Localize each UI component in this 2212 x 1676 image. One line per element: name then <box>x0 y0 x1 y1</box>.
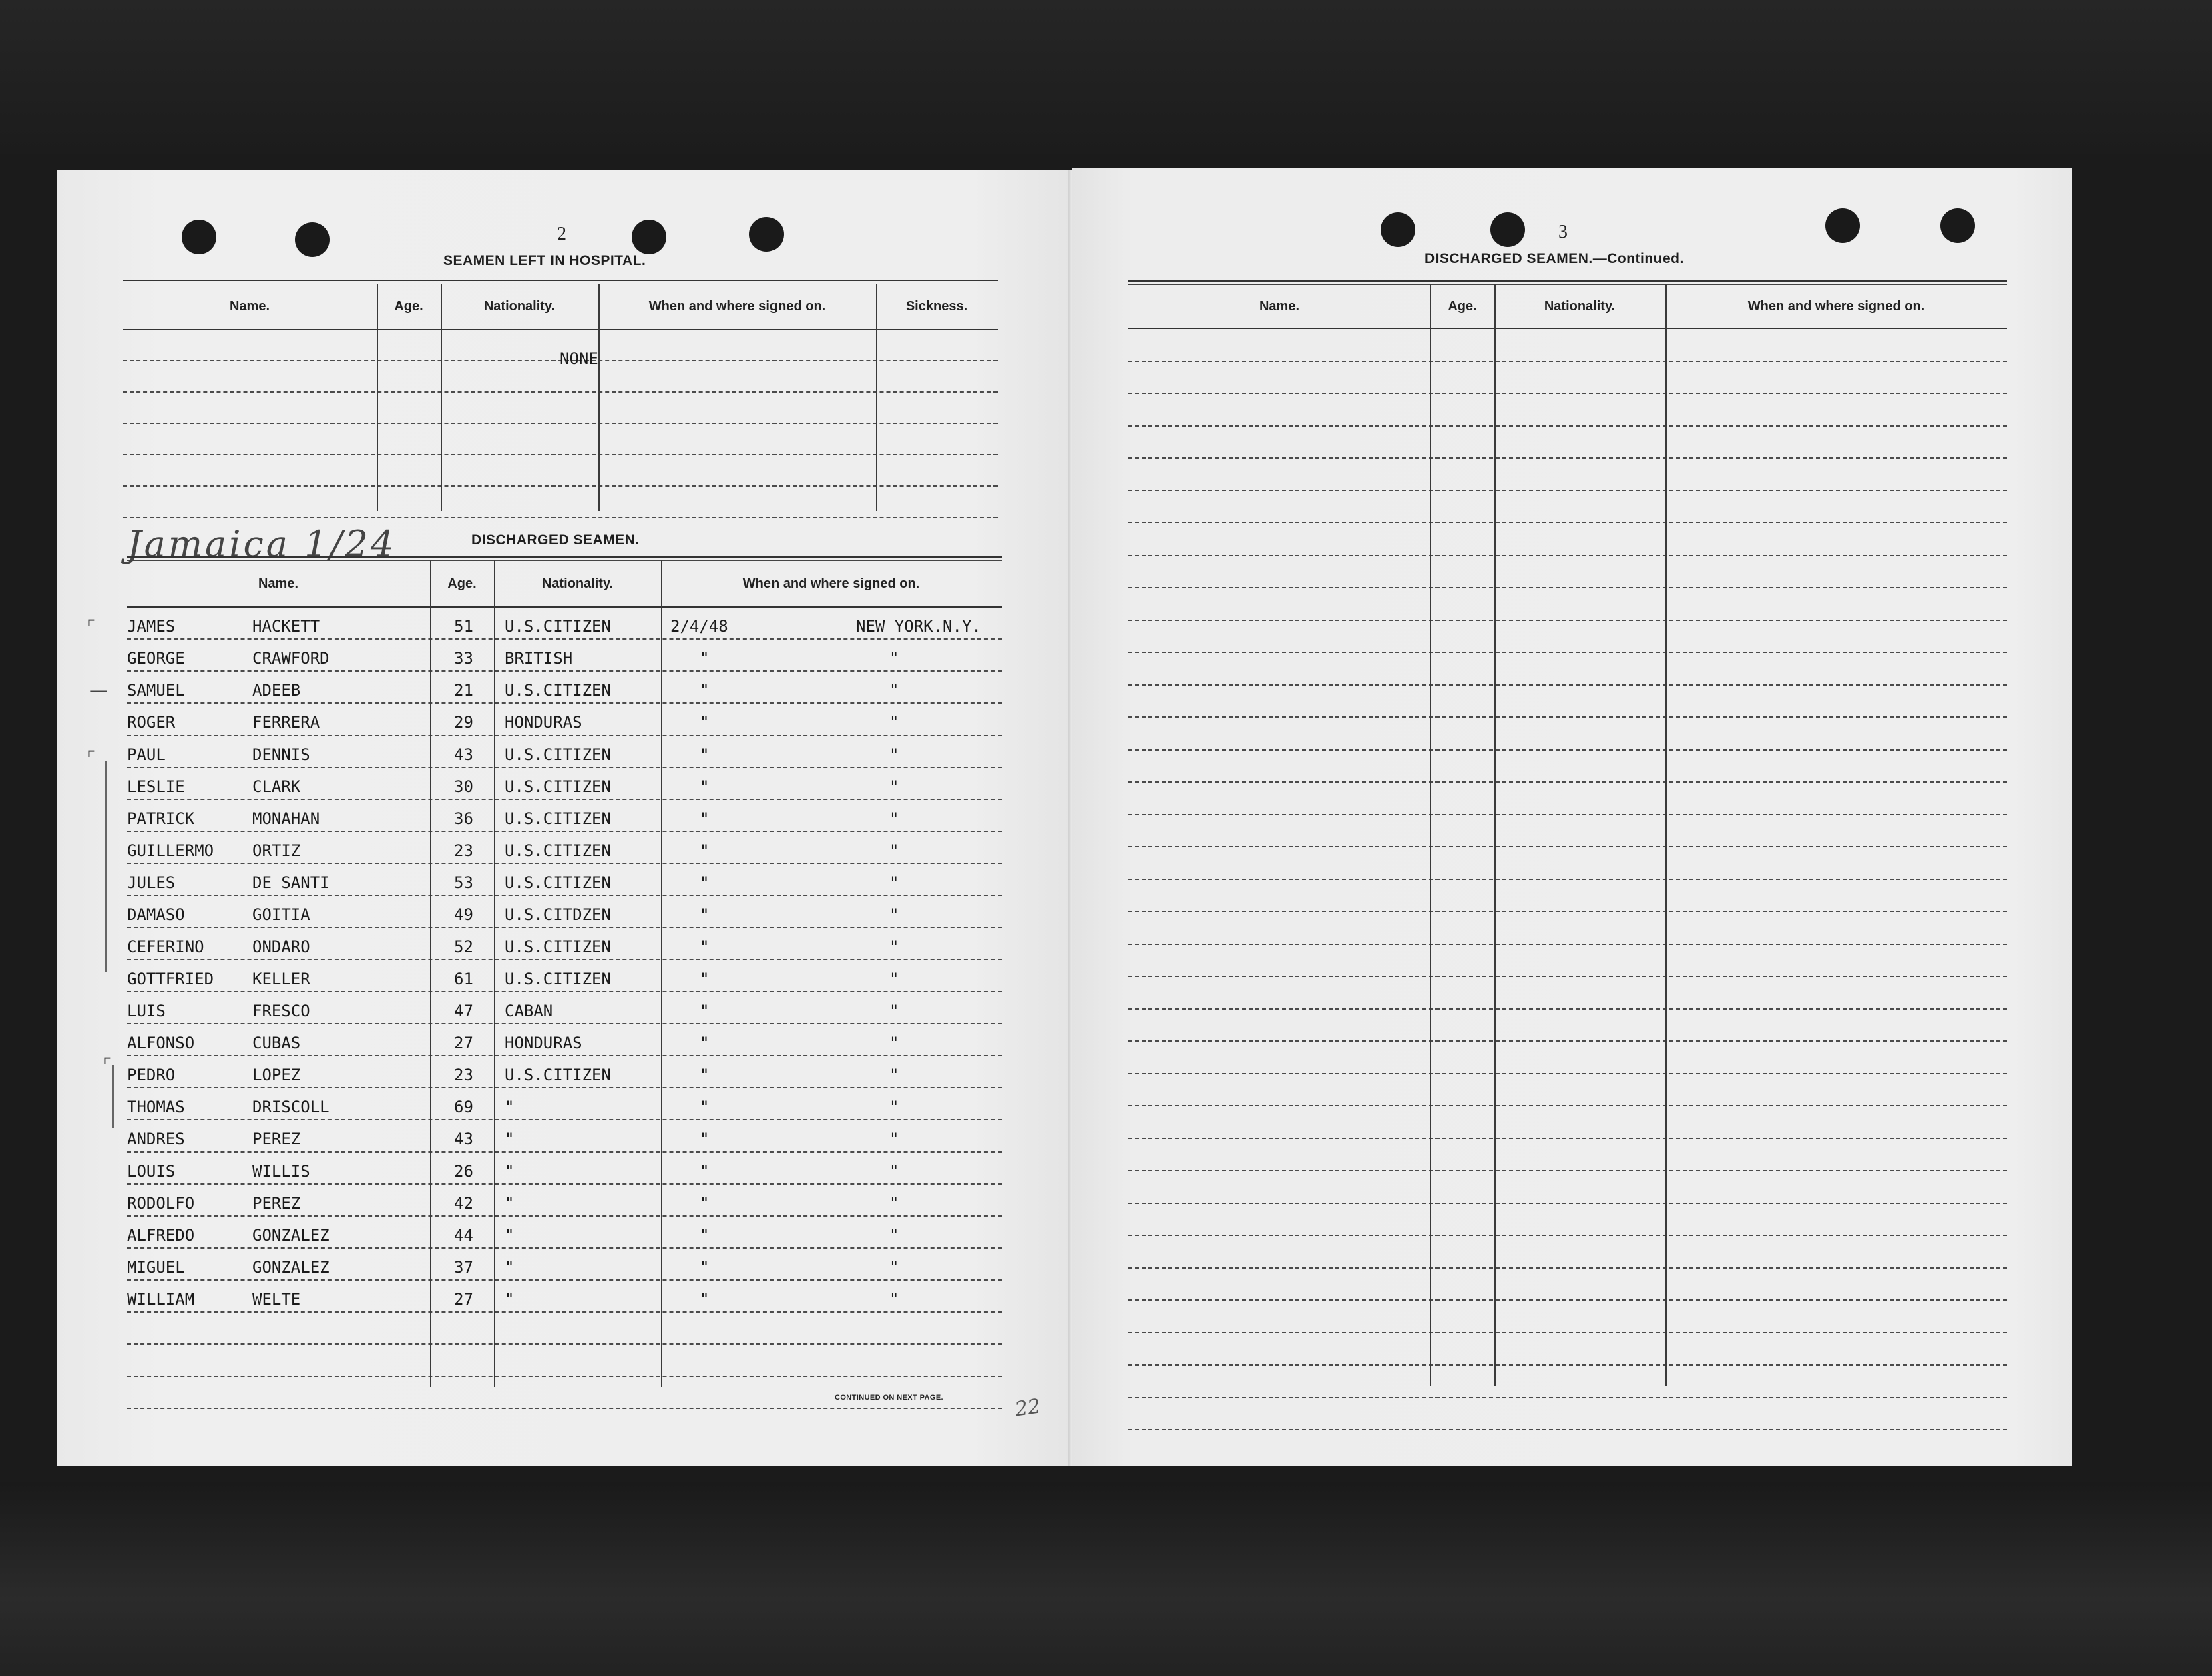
col-header-signed-on: When and where signed on. <box>1747 298 1925 314</box>
seaman-first-name: ALFREDO <box>127 1226 195 1245</box>
signed-on-date: " <box>700 745 710 764</box>
seaman-age: 61 <box>454 970 473 988</box>
seaman-last-name: WILLIS <box>252 1162 310 1181</box>
seaman-age: 53 <box>454 873 473 892</box>
column-divider <box>494 560 495 1387</box>
signed-on-date: " <box>700 841 710 860</box>
seaman-nationality: U.S.CITIZEN <box>505 617 611 636</box>
seaman-last-name: LOPEZ <box>252 1066 301 1084</box>
handwritten-margin-note: Jamaica 1/24 <box>127 523 397 565</box>
discharged-header <box>127 561 1002 608</box>
punch-hole <box>182 220 216 254</box>
seaman-nationality: HONDURAS <box>505 713 582 732</box>
seaman-nationality: " <box>505 1098 515 1116</box>
blank-row <box>127 1377 1002 1409</box>
signed-on-place: " <box>889 1066 899 1084</box>
seaman-age: 44 <box>454 1226 473 1245</box>
blank-row <box>1128 1398 2007 1431</box>
blank-row <box>123 487 998 518</box>
blank-row <box>1128 523 2007 556</box>
punch-hole <box>1381 212 1415 247</box>
col-header-nationality: Nationality. <box>541 576 614 591</box>
right-header <box>1128 285 2007 329</box>
seaman-last-name: ADEEB <box>252 681 301 700</box>
column-divider <box>441 284 442 511</box>
seaman-last-name: GOITIA <box>252 905 310 924</box>
background-bottom <box>0 1482 2212 1676</box>
table-row <box>127 640 1002 672</box>
col-header-name: Name. <box>229 298 270 314</box>
blank-row <box>1128 1204 2007 1237</box>
signed-on-place: " <box>889 777 899 796</box>
signed-on-date: " <box>700 713 710 732</box>
seaman-last-name: GONZALEZ <box>252 1258 330 1277</box>
seaman-age: 36 <box>454 809 473 828</box>
signed-on-date: " <box>700 1002 710 1020</box>
seaman-last-name: PEREZ <box>252 1194 301 1213</box>
blank-row <box>1128 394 2007 427</box>
signed-on-place: " <box>889 809 899 828</box>
seaman-nationality: U.S.CITDZEN <box>505 905 611 924</box>
background-top <box>0 0 2212 154</box>
col-header-signed-on: When and where signed on. <box>648 298 826 314</box>
col-header-name: Name. <box>258 576 299 591</box>
double-rule <box>123 280 998 284</box>
seaman-age: 26 <box>454 1162 473 1181</box>
seaman-last-name: DENNIS <box>252 745 310 764</box>
seaman-first-name: WILLIAM <box>127 1290 195 1309</box>
seaman-nationality: U.S.CITIZEN <box>505 937 611 956</box>
seaman-first-name: DAMASO <box>127 905 185 924</box>
seaman-age: 51 <box>454 617 473 636</box>
signed-on-date: " <box>700 1258 710 1277</box>
column-divider <box>377 284 378 511</box>
blank-row <box>1128 653 2007 686</box>
right-rows <box>1128 329 2007 1430</box>
table-row <box>127 1088 1002 1120</box>
blank-row <box>1128 1074 2007 1107</box>
signed-on-place: " <box>889 1130 899 1148</box>
seaman-first-name: MIGUEL <box>127 1258 185 1277</box>
col-header-nationality: Nationality. <box>483 298 556 314</box>
col-header-sickness: Sickness. <box>905 298 968 314</box>
column-divider <box>1430 284 1431 1386</box>
seaman-age: 37 <box>454 1258 473 1277</box>
signed-on-date: " <box>700 1194 710 1213</box>
seaman-nationality: U.S.CITIZEN <box>505 777 611 796</box>
table-row <box>127 1281 1002 1313</box>
blank-row <box>1128 847 2007 880</box>
table-row <box>127 1120 1002 1153</box>
seaman-first-name: CEFERINO <box>127 937 204 956</box>
right-section-title: DISCHARGED SEAMEN.—Continued. <box>1425 251 1684 266</box>
seaman-last-name: GONZALEZ <box>252 1226 330 1245</box>
discharged-ledger <box>127 556 1002 1409</box>
table-row <box>127 1153 1002 1185</box>
right-ledger <box>1128 280 2007 1430</box>
signed-on-place: " <box>889 1290 899 1309</box>
seaman-first-name: GEORGE <box>127 649 185 668</box>
seaman-last-name: CLARK <box>252 777 301 796</box>
right-page <box>1072 168 2072 1466</box>
pencil-tick-mark: ⌜ <box>87 747 96 769</box>
signed-on-date: " <box>700 809 710 828</box>
seaman-age: 23 <box>454 1066 473 1084</box>
continued-footer: CONTINUED ON NEXT PAGE. <box>835 1394 944 1402</box>
blank-row <box>1128 621 2007 654</box>
blank-row <box>1128 556 2007 589</box>
seaman-nationality: HONDURAS <box>505 1034 582 1052</box>
seaman-last-name: HACKETT <box>252 617 320 636</box>
seaman-first-name: ANDRES <box>127 1130 185 1148</box>
seaman-first-name: PATRICK <box>127 809 195 828</box>
blank-row <box>1128 751 2007 783</box>
table-row <box>127 608 1002 640</box>
seaman-nationality: U.S.CITIZEN <box>505 1066 611 1084</box>
table-row <box>127 736 1002 768</box>
blank-row <box>1128 1171 2007 1204</box>
pencil-page-note: 22 <box>1013 1394 1042 1422</box>
signed-on-date: " <box>700 1130 710 1148</box>
blank-row <box>1128 1042 2007 1074</box>
double-rule <box>1128 280 2007 285</box>
column-divider <box>1665 284 1667 1386</box>
seaman-last-name: DRISCOLL <box>252 1098 330 1116</box>
blank-row <box>1128 362 2007 395</box>
seaman-age: 27 <box>454 1034 473 1052</box>
seaman-first-name: SAMUEL <box>127 681 185 700</box>
punch-hole <box>1940 208 1975 243</box>
signed-on-place: " <box>889 1098 899 1116</box>
signed-on-place: " <box>889 1034 899 1052</box>
signed-on-place: " <box>889 970 899 988</box>
signed-on-date: " <box>700 777 710 796</box>
signed-on-date: " <box>700 905 710 924</box>
seaman-nationality: CABAN <box>505 1002 554 1020</box>
seaman-last-name: FRESCO <box>252 1002 310 1020</box>
table-row <box>127 1024 1002 1056</box>
signed-on-date: " <box>700 681 710 700</box>
hospital-note: NONE <box>560 349 598 368</box>
seaman-first-name: THOMAS <box>127 1098 185 1116</box>
double-rule <box>127 556 1002 561</box>
seaman-first-name: RODOLFO <box>127 1194 195 1213</box>
table-row <box>127 928 1002 960</box>
seaman-nationality: U.S.CITIZEN <box>505 809 611 828</box>
punch-hole <box>1490 212 1525 247</box>
seaman-first-name: ALFONSO <box>127 1034 195 1052</box>
blank-row <box>1128 912 2007 945</box>
table-row <box>127 1056 1002 1088</box>
table-row <box>127 992 1002 1024</box>
seaman-nationality: " <box>505 1226 515 1245</box>
blank-row <box>1128 1236 2007 1269</box>
column-divider <box>1494 284 1496 1386</box>
signed-on-date: " <box>700 1226 710 1245</box>
signed-on-date: " <box>700 1162 710 1181</box>
signed-on-place: " <box>889 873 899 892</box>
seaman-last-name: CRAWFORD <box>252 649 330 668</box>
column-divider <box>876 284 877 511</box>
signed-on-date: " <box>700 1098 710 1116</box>
col-header-age: Age. <box>1448 298 1477 314</box>
blank-row <box>1128 1333 2007 1366</box>
seaman-first-name: LESLIE <box>127 777 185 796</box>
pencil-tick-mark: ⌜ <box>87 616 96 638</box>
blank-row <box>127 1345 1002 1377</box>
blank-row <box>1128 783 2007 815</box>
pencil-bracket <box>105 761 107 972</box>
seaman-nationality: " <box>505 1258 515 1277</box>
seaman-age: 43 <box>454 745 473 764</box>
seaman-age: 47 <box>454 1002 473 1020</box>
seaman-age: 23 <box>454 841 473 860</box>
signed-on-place: " <box>889 905 899 924</box>
seaman-nationality: " <box>505 1290 515 1309</box>
blank-row <box>1128 880 2007 913</box>
column-divider <box>661 560 662 1387</box>
blank-row <box>1128 977 2007 1010</box>
blank-row <box>1128 686 2007 718</box>
seaman-first-name: GUILLERMO <box>127 841 214 860</box>
seaman-nationality: U.S.CITIZEN <box>505 873 611 892</box>
column-divider <box>430 560 431 1387</box>
blank-row <box>1128 1301 2007 1333</box>
punch-hole <box>749 217 784 252</box>
blank-row <box>1128 1106 2007 1139</box>
seaman-first-name: PEDRO <box>127 1066 176 1084</box>
table-row <box>127 704 1002 736</box>
table-row <box>127 864 1002 896</box>
column-divider <box>598 284 600 511</box>
table-row <box>127 768 1002 800</box>
signed-on-place: " <box>889 745 899 764</box>
signed-on-place: " <box>889 681 899 700</box>
signed-on-place: " <box>889 713 899 732</box>
seaman-last-name: WELTE <box>252 1290 301 1309</box>
punch-hole <box>632 220 666 254</box>
blank-row <box>123 424 998 455</box>
col-header-name: Name. <box>1259 298 1300 314</box>
discharged-section-title: DISCHARGED SEAMEN. <box>471 532 640 548</box>
seaman-nationality: " <box>505 1194 515 1213</box>
seaman-first-name: GOTTFRIED <box>127 970 214 988</box>
blank-row <box>1128 1139 2007 1172</box>
blank-row <box>1128 329 2007 362</box>
blank-row <box>1128 427 2007 459</box>
signed-on-place: " <box>889 1194 899 1213</box>
seaman-last-name: KELLER <box>252 970 310 988</box>
table-row <box>127 1249 1002 1281</box>
punch-hole <box>1825 208 1860 243</box>
seaman-age: 27 <box>454 1290 473 1309</box>
seaman-nationality: U.S.CITIZEN <box>505 681 611 700</box>
signed-on-date: " <box>700 649 710 668</box>
blank-row <box>1128 588 2007 621</box>
pencil-tick-mark: ⌜ <box>103 1054 112 1076</box>
seaman-first-name: PAUL <box>127 745 166 764</box>
table-row <box>127 1217 1002 1249</box>
seaman-nationality: " <box>505 1130 515 1148</box>
signed-on-date: " <box>700 1290 710 1309</box>
seaman-age: 42 <box>454 1194 473 1213</box>
table-row <box>127 960 1002 992</box>
hospital-ledger <box>123 280 998 518</box>
blank-row <box>1128 815 2007 848</box>
col-header-age: Age. <box>394 298 423 314</box>
seaman-last-name: ONDARO <box>252 937 310 956</box>
page-number: 2 <box>557 224 566 244</box>
col-header-age: Age. <box>447 576 477 591</box>
seaman-last-name: ORTIZ <box>252 841 301 860</box>
signed-on-date: " <box>700 1066 710 1084</box>
col-header-nationality: Nationality. <box>1544 298 1616 314</box>
blank-row <box>123 455 998 487</box>
signed-on-place: " <box>889 841 899 860</box>
signed-on-place: " <box>889 937 899 956</box>
blank-row <box>1128 1010 2007 1042</box>
pencil-tick-mark: — <box>89 679 108 701</box>
signed-on-date: 2/4/48 <box>670 617 728 636</box>
blank-row <box>1128 1269 2007 1301</box>
seaman-first-name: JAMES <box>127 617 176 636</box>
signed-on-place: " <box>889 1258 899 1277</box>
seaman-age: 49 <box>454 905 473 924</box>
seaman-age: 52 <box>454 937 473 956</box>
table-row <box>127 832 1002 864</box>
table-row <box>127 672 1002 704</box>
signed-on-place: " <box>889 1226 899 1245</box>
col-header-signed-on: When and where signed on. <box>742 576 920 591</box>
table-row <box>127 800 1002 832</box>
blank-row <box>123 393 998 424</box>
seaman-age: 29 <box>454 713 473 732</box>
page-number: 3 <box>1558 222 1568 242</box>
seaman-age: 69 <box>454 1098 473 1116</box>
signed-on-place: " <box>889 1162 899 1181</box>
signed-on-date: " <box>700 970 710 988</box>
blank-row <box>127 1313 1002 1345</box>
signed-on-date: " <box>700 1034 710 1052</box>
seaman-nationality: U.S.CITIZEN <box>505 841 611 860</box>
seaman-age: 33 <box>454 649 473 668</box>
left-page <box>57 170 1072 1466</box>
seaman-first-name: LUIS <box>127 1002 166 1020</box>
seaman-age: 43 <box>454 1130 473 1148</box>
seaman-age: 21 <box>454 681 473 700</box>
blank-row <box>1128 459 2007 491</box>
signed-on-place: " <box>889 1002 899 1020</box>
seaman-first-name: LOUIS <box>127 1162 176 1181</box>
hospital-header <box>123 284 998 330</box>
blank-row <box>1128 945 2007 978</box>
blank-row <box>1128 1366 2007 1398</box>
seaman-age: 30 <box>454 777 473 796</box>
seaman-nationality: " <box>505 1162 515 1181</box>
blank-row <box>1128 718 2007 751</box>
seaman-nationality: BRITISH <box>505 649 573 668</box>
seaman-last-name: CUBAS <box>252 1034 301 1052</box>
hospital-section-title: SEAMEN LEFT IN HOSPITAL. <box>443 253 646 268</box>
blank-row <box>1128 491 2007 524</box>
seaman-last-name: DE SANTI <box>252 873 330 892</box>
seaman-first-name: JULES <box>127 873 176 892</box>
seaman-nationality: U.S.CITIZEN <box>505 745 611 764</box>
pencil-bracket <box>112 1065 114 1128</box>
seaman-last-name: MONAHAN <box>252 809 320 828</box>
seaman-first-name: ROGER <box>127 713 176 732</box>
signed-on-date: " <box>700 937 710 956</box>
signed-on-place: " <box>889 649 899 668</box>
seaman-nationality: U.S.CITIZEN <box>505 970 611 988</box>
punch-hole <box>295 222 330 257</box>
signed-on-place: NEW YORK.N.Y. <box>856 617 981 636</box>
discharged-rows <box>127 608 1002 1409</box>
table-row <box>127 1185 1002 1217</box>
table-row <box>127 896 1002 928</box>
signed-on-date: " <box>700 873 710 892</box>
seaman-last-name: PEREZ <box>252 1130 301 1148</box>
seaman-last-name: FERRERA <box>252 713 320 732</box>
